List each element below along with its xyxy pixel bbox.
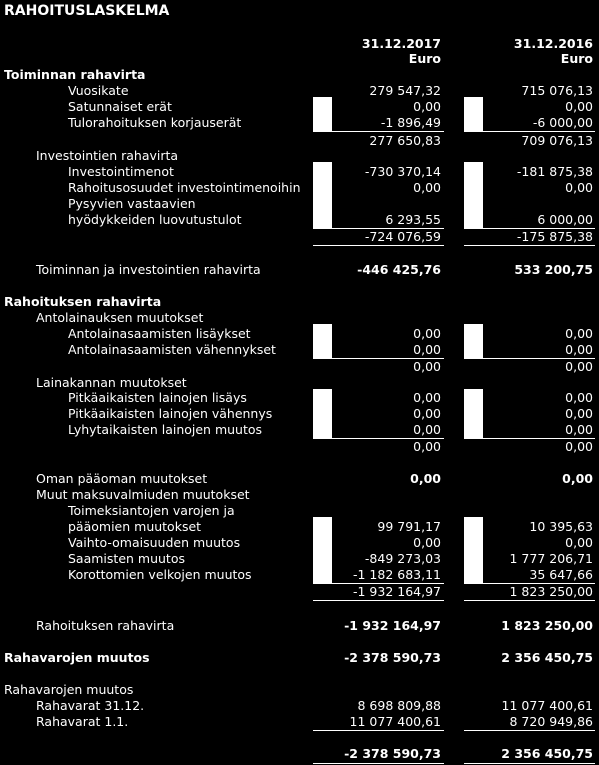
value-2016: 6 000,00: [537, 212, 593, 227]
subtotal-underline: [313, 245, 444, 246]
section-heading-operating: Toiminnan rahavirta: [4, 67, 146, 82]
total-rule: [313, 730, 444, 731]
value-2017: 0,00: [413, 326, 441, 341]
value-2016: 715 076,13: [521, 83, 593, 98]
subtotal-rule: [464, 131, 595, 132]
cash-reconciliation-heading: Rahavarojen muutos: [4, 682, 134, 697]
row-label: Antolainasaamisten vähennykset: [68, 342, 276, 357]
subtotal-2016: 709 076,13: [521, 133, 593, 148]
value-2017: 11 077 400,61: [349, 714, 441, 729]
value-2016: 0,00: [565, 422, 593, 437]
total-rule: [464, 730, 595, 731]
subtotal-2017: 277 650,83: [369, 133, 441, 148]
column-bar: [313, 389, 332, 438]
financing-total-2016: 1 823 250,00: [501, 618, 593, 633]
row-label: Tulorahoituksen korjauserät: [68, 115, 242, 130]
row-label: Pitkäaikaisten lainojen vähennys: [68, 406, 273, 421]
value-2016: -6 000,00: [532, 115, 593, 130]
subsection-heading-loan-stock: Lainakannan muutokset: [36, 375, 187, 390]
subtotal-2017: -724 076,59: [364, 229, 441, 244]
column-bar: [464, 162, 483, 228]
value-2016: -181 875,38: [516, 164, 593, 179]
column-bar: [464, 517, 483, 583]
column-header-2016-currency: Euro: [560, 51, 593, 66]
value-2017: 6 293,55: [385, 212, 441, 227]
column-bar: [313, 162, 332, 228]
value-2017: -1 182 683,11: [352, 567, 441, 582]
column-header-2017-currency: Euro: [408, 51, 441, 66]
total-underline: [313, 763, 444, 764]
row-label: Rahavarat 1.1.: [36, 714, 129, 729]
column-bar: [464, 97, 483, 131]
row-label: Toimeksiantojen varojen ja: [68, 503, 235, 518]
row-label: pääomien muutokset: [68, 519, 202, 534]
row-label: Pysyvien vastaavien: [68, 196, 196, 211]
value-2016: 0,00: [565, 99, 593, 114]
section-heading-financing: Rahoituksen rahavirta: [4, 294, 162, 309]
row-label: Saamisten muutos: [68, 551, 185, 566]
column-bar: [313, 324, 332, 358]
subtotal-2016: 1 823 250,00: [509, 584, 593, 599]
value-2016: 0,00: [565, 535, 593, 550]
subtotal-2017: -1 932 164,97: [352, 584, 441, 599]
value-2016: 0,00: [565, 180, 593, 195]
value-2017: 279 547,32: [369, 83, 441, 98]
value-2017: 0,00: [413, 99, 441, 114]
subtotal-underline: [464, 245, 595, 246]
value-2016: 35 647,66: [529, 567, 593, 582]
value-2017: 0,00: [413, 180, 441, 195]
subtotal-2016: 0,00: [565, 439, 593, 454]
column-bar: [313, 517, 332, 583]
value-2016: 8 720 949,86: [509, 714, 593, 729]
value-2017: 0,00: [413, 390, 441, 405]
statement-title: RAHOITUSLASKELMA: [4, 3, 170, 19]
value-2017: 0,00: [413, 535, 441, 550]
row-label: Pitkäaikaisten lainojen lisäys: [68, 390, 247, 405]
row-label: Lyhytaikaisten lainojen muutos: [68, 422, 263, 437]
total-underline: [464, 763, 595, 764]
value-2016: 10 395,63: [529, 519, 593, 534]
cash-change-label: Rahavarojen muutos: [4, 650, 150, 665]
row-label: Rahavarat 31.12.: [36, 698, 145, 713]
equity-2016: 0,00: [562, 471, 593, 486]
value-2017: -730 370,14: [364, 164, 441, 179]
column-header-2016-date: 31.12.2016: [513, 36, 593, 51]
equity-2017: 0,00: [410, 471, 441, 486]
subtotal-rule: [313, 131, 444, 132]
value-2017: 0,00: [413, 342, 441, 357]
cash-reconciliation-total-2017: -2 378 590,73: [344, 746, 441, 761]
value-2017: -1 896,49: [380, 115, 441, 130]
value-2016: 0,00: [565, 406, 593, 421]
value-2017: 0,00: [413, 422, 441, 437]
cash-reconciliation-total-2016: 2 356 450,75: [501, 746, 593, 761]
subtotal-underline: [313, 600, 444, 601]
cash-change-2016: 2 356 450,75: [501, 650, 593, 665]
row-label: Korottomien velkojen muutos: [68, 567, 252, 582]
ops-invest-label: Toiminnan ja investointien rahavirta: [36, 262, 261, 277]
value-2016: 0,00: [565, 390, 593, 405]
row-label: Investointimenot: [68, 164, 174, 179]
subtotal-underline: [464, 600, 595, 601]
row-label: Rahoitusosuudet investointimenoihin: [68, 180, 301, 195]
value-2016: 0,00: [565, 326, 593, 341]
column-bar: [464, 324, 483, 358]
row-label: Vaihto-omaisuuden muutos: [68, 535, 241, 550]
column-header-2017-date: 31.12.2017: [361, 36, 441, 51]
value-2017: 0,00: [413, 406, 441, 421]
subsection-heading-investing: Investointien rahavirta: [36, 148, 179, 163]
row-label: Antolainasaamisten lisäykset: [68, 326, 251, 341]
value-2017: -849 273,03: [364, 551, 441, 566]
subtotal-2016: -175 875,38: [516, 229, 593, 244]
ops-invest-2016: 533 200,75: [514, 262, 593, 277]
value-2016: 1 777 206,71: [509, 551, 593, 566]
subsection-heading-liquidity: Muut maksuvalmiuden muutokset: [36, 487, 250, 502]
column-bar: [464, 389, 483, 438]
ops-invest-2017: -446 425,76: [357, 262, 441, 277]
cash-change-2017: -2 378 590,73: [344, 650, 441, 665]
subtotal-2017: 0,00: [413, 359, 441, 374]
value-2016: 11 077 400,61: [501, 698, 593, 713]
value-2017: 99 791,17: [377, 519, 441, 534]
value-2016: 0,00: [565, 342, 593, 357]
column-bar: [313, 97, 332, 131]
financing-total-label: Rahoituksen rahavirta: [36, 618, 175, 633]
row-label: Satunnaiset erät: [68, 99, 172, 114]
subsection-heading-loans-receivable: Antolainauksen muutokset: [36, 310, 204, 325]
row-label: hyödykkeiden luovutustulot: [68, 212, 242, 227]
subtotal-2017: 0,00: [413, 439, 441, 454]
value-2017: 8 698 809,88: [357, 698, 441, 713]
row-label: Vuosikate: [68, 83, 129, 98]
financing-total-2017: -1 932 164,97: [344, 618, 441, 633]
equity-label: Oman pääoman muutokset: [36, 471, 208, 486]
subtotal-2016: 0,00: [565, 359, 593, 374]
